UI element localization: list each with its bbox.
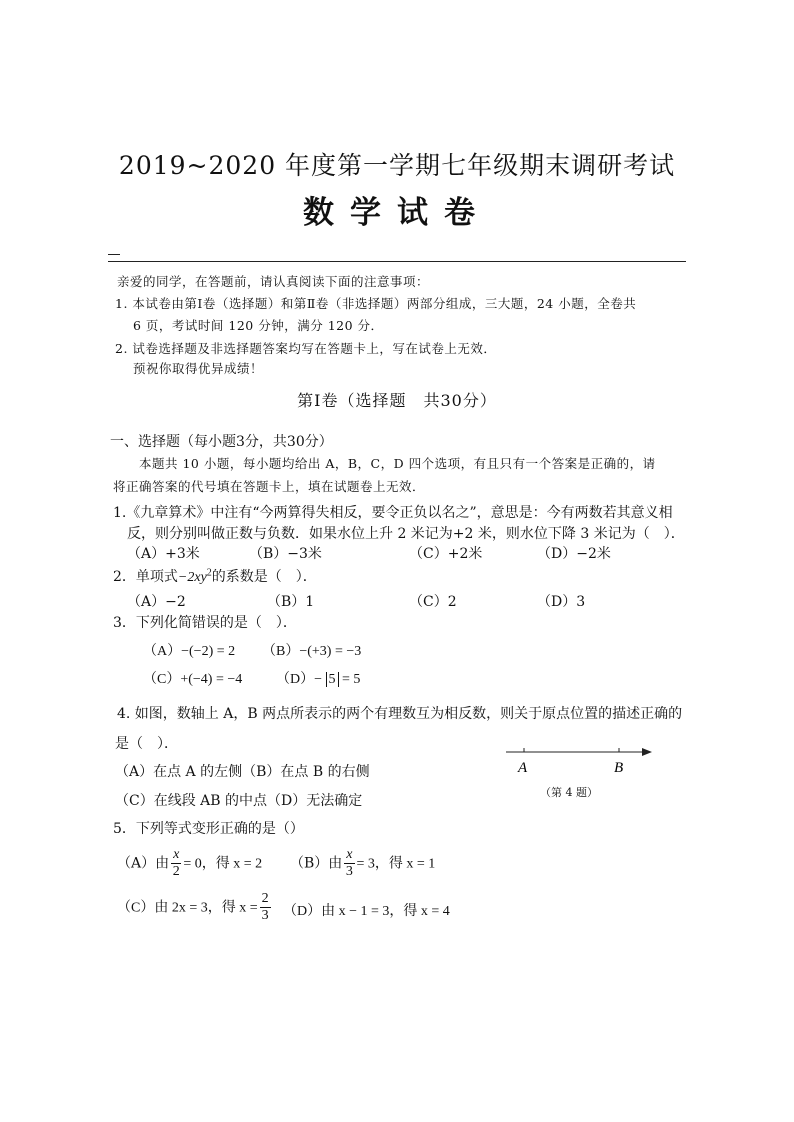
q4-line-1: 4. 如图，数轴上 A，B 两点所表示的两个有理数互为相反数，则关于原点位置的描述正确的: [117, 706, 683, 722]
q4-line-2: 是（ ）．: [115, 736, 178, 752]
q5-option-b: [290, 848, 435, 879]
q2-option-b: （B）1: [267, 594, 315, 610]
q3-option-d: [276, 668, 360, 688]
exam-title: 2019~2020 年度第一学期七年级期末调研考试: [118, 151, 676, 180]
q5-c-numerator: 2: [261, 891, 269, 906]
q3-option-a: （A）−(−2) = 2: [143, 644, 236, 659]
q5-option-c-fraction: [260, 892, 271, 923]
instructions-line-1: 本题共 10 小题，每小题均给出 A，B，C，D 四个选项，有且只有一个答案是正确的，请: [139, 456, 656, 471]
q2-expression: −2xy: [177, 570, 207, 585]
q2-prefix: 2．单项式: [113, 569, 178, 585]
absolute-value: 5: [326, 672, 339, 687]
q5-option-d: （D）由 x − 1 = 3，得 x = 4: [283, 904, 450, 919]
point-b-label: B: [614, 760, 624, 776]
notice-item-1-line-1: 1. 本试卷由第Ⅰ卷（选择题）和第Ⅱ卷（非选择题）两部分组成，三大题，24 小题，全卷共: [115, 296, 637, 311]
subject-title: 数学试卷: [303, 195, 491, 231]
notice-wish: 预祝你取得优异成绩！: [133, 361, 264, 376]
q5-option-b-fraction: [344, 848, 354, 879]
q2-exponent: 2: [206, 567, 212, 579]
q3-stem: 3．下列化简错误的是（ ）．: [113, 615, 297, 631]
q2-option-d: （D）3: [537, 594, 586, 610]
q3-option-d-tail: = 5: [338, 672, 361, 687]
q2-stem: [113, 566, 317, 586]
q5-option-c: [117, 892, 273, 923]
section-heading: 一、选择题（每小题3分，共30分）: [110, 434, 333, 450]
q4-options-ab: （A）在点 A 的左侧（B）在点 B 的右侧: [115, 764, 370, 780]
q3-option-c: （C）+(−4) = −4: [143, 672, 243, 687]
instructions-line-2: 将正确答案的代号填在答题卡上，填在试题卷上无效．: [113, 479, 426, 494]
q5-b-denominator: 3: [345, 864, 353, 879]
q1-line-2: 反，则分别叫做正数与负数．如果水位上升 2 米记为+2 米，则水位下降 3 米记为（ ）．: [127, 526, 685, 542]
notice-item-2: 2. 试卷选择题及非选择题答案均写在答题卡上，写在试卷上无效．: [115, 341, 497, 356]
q2-option-a: （A）−2: [127, 594, 186, 610]
q2-option-c: （C）2: [409, 594, 457, 610]
q3-option-d-label: （D）−: [276, 672, 323, 687]
q5-option-c-text: （C）由 2x = 3，得 x =: [117, 900, 258, 916]
q5-option-a-fraction: [171, 848, 181, 879]
q3-option-b: （B）−(+3) = −3: [262, 644, 362, 659]
header-dash: [108, 254, 120, 255]
q1-option-d: （D）−2米: [537, 546, 611, 562]
q5-c-denominator: 3: [261, 908, 269, 923]
q5-a-numerator: x: [173, 847, 180, 862]
q5-option-b-prefix: （B）由: [290, 855, 343, 872]
q5-option-b-result: = 3，得 x = 1: [356, 856, 436, 872]
q5-option-a: [117, 848, 262, 879]
q1-line-1: 1.《九章算术》中注有“今两算得失相反，要令正负以名之”，意思是：今有两数若其意义相: [113, 505, 673, 521]
notice-item-1-line-2: 6 页，考试时间 120 分钟，满分 120 分．: [133, 318, 384, 333]
q1-option-b: （B）−3米: [249, 546, 322, 562]
q1-option-c: （C）+2米: [409, 546, 483, 562]
part-1-title: 第Ⅰ卷（选择题 共30分）: [297, 391, 497, 410]
q5-option-a-result: = 0，得 x = 2: [183, 856, 263, 872]
header-rule: [108, 261, 686, 262]
q5-stem: 5．下列等式变形正确的是（）: [113, 821, 304, 837]
notice-intro: 亲爱的同学，在答题前，请认真阅读下面的注意事项：: [117, 274, 430, 289]
q4-options-cd: （C）在线段 AB 的中点（D）无法确定: [115, 793, 363, 809]
point-a-label: A: [518, 760, 528, 776]
q2-suffix: 的系数是（ ）．: [211, 569, 317, 585]
figure-caption: （第 4 题）: [540, 786, 598, 799]
q5-a-denominator: 2: [172, 864, 180, 879]
q5-option-a-prefix: （A）由: [117, 855, 170, 872]
number-line-arrow: [642, 748, 652, 756]
q5-b-numerator: x: [346, 847, 353, 862]
q1-option-a: （A）+3米: [127, 546, 200, 562]
